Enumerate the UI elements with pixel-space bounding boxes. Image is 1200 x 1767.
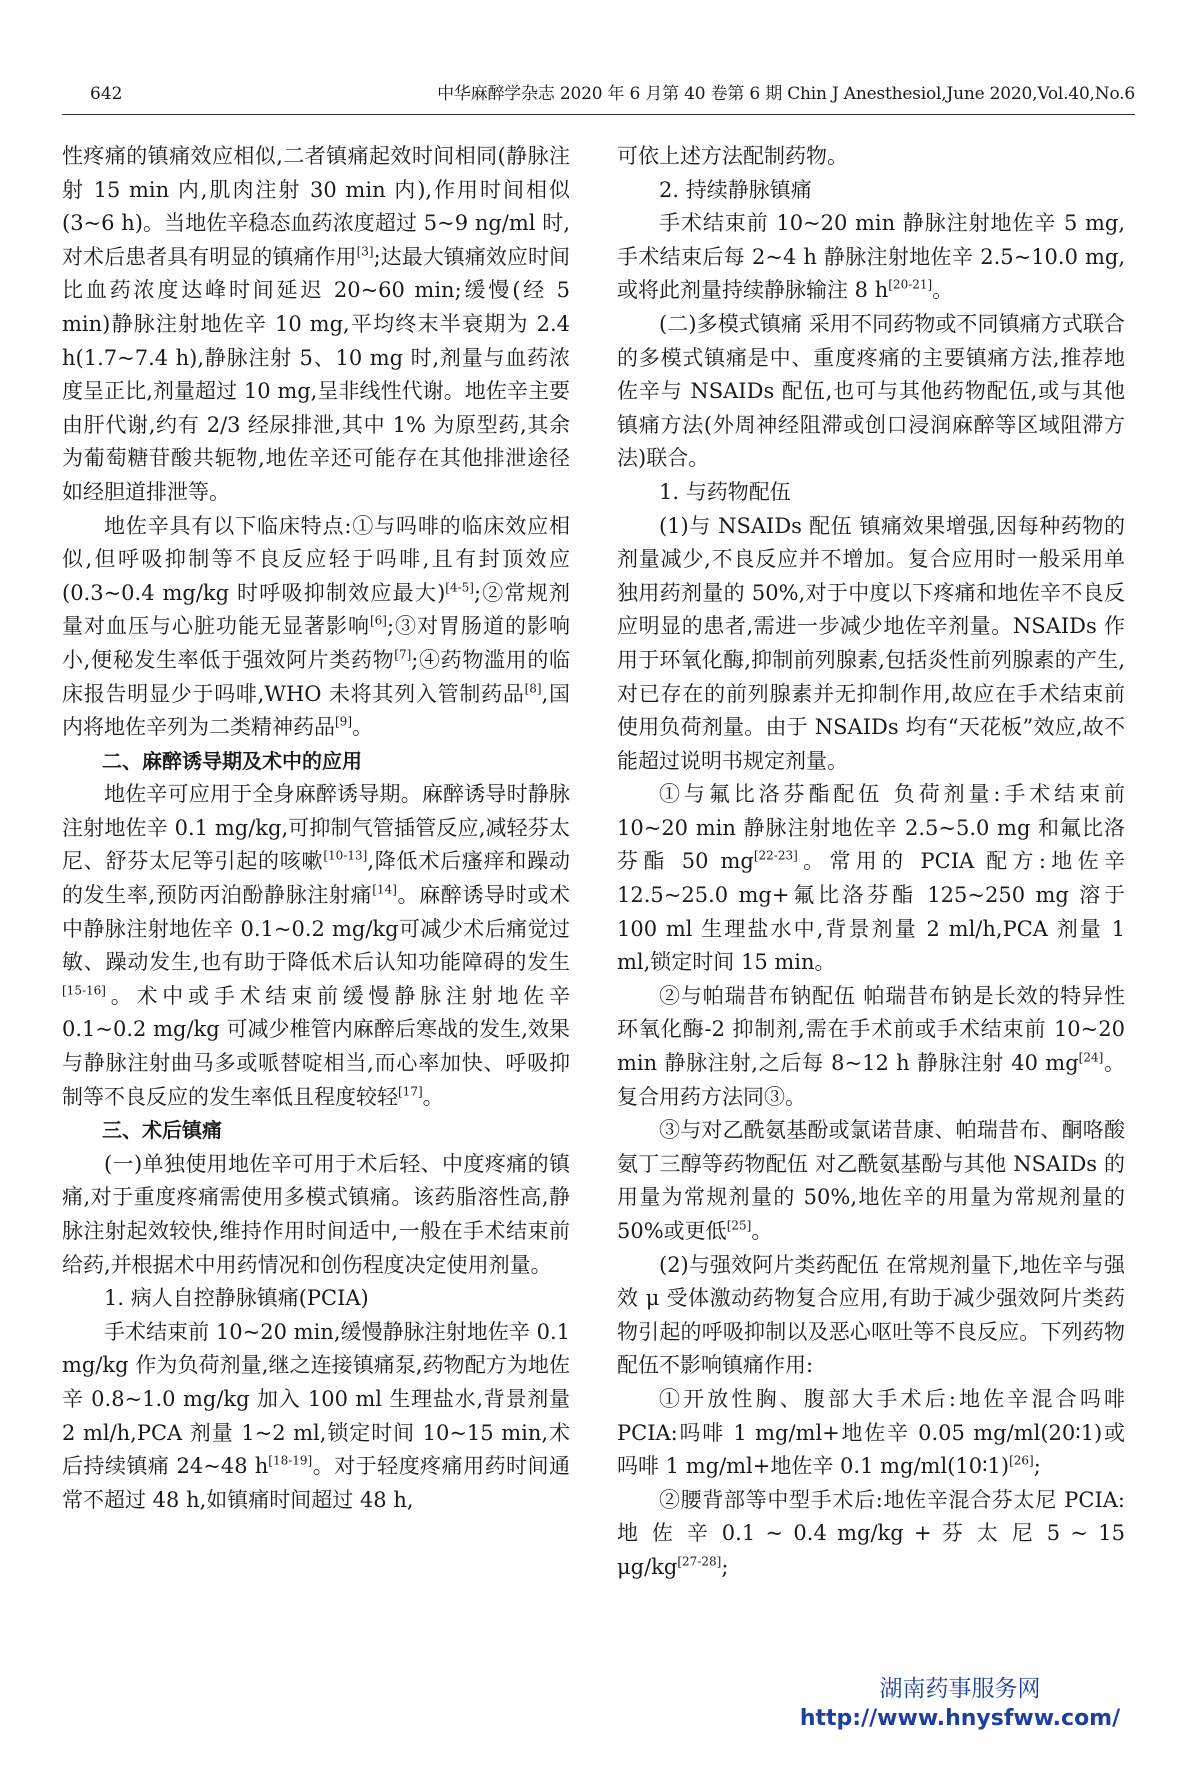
citation[interactable]: [4-5]	[445, 580, 474, 595]
citation[interactable]: [22-23]	[753, 849, 798, 864]
citation[interactable]: [9]	[335, 714, 352, 729]
paragraph: (2)与强效阿片类药配伍 在常规剂量下,地佐辛与强效 μ 受体激动药物复合应用,有助于减少强效阿片类药物引起的呼吸抑制以及恶心呕吐等不良反应。下列药物配伍不影响镇痛作用:	[617, 1252, 1125, 1378]
website-name: 湖南药事服务网	[879, 1676, 1041, 1702]
paragraph: 可依上述方法配制药物。	[617, 144, 848, 168]
citation[interactable]: [7]	[394, 647, 412, 662]
paragraph: 手术结束前 10~20 min,缓慢静脉注射地佐辛 0.1 mg/kg 作为负荷剂量,继之连接镇痛泵,药物配方为地佐辛 0.8~1.0 mg/kg 加入 100 ml 生理盐水,背景剂量 2 ml/h,PCA 剂量 1~2 ml,锁定时间 10~15 min,术后持续镇痛 24~48 h[18-19]。对于轻度疼痛用药时间通常不超过 48 h,如镇痛时间超过 48 h,	[62, 1319, 571, 1512]
subsection-heading: 2. 持续静脉镇痛	[659, 177, 812, 202]
subsection-heading: 1. 病人自控静脉镇痛(PCIA)	[104, 1286, 369, 1311]
paragraph: 性疼痛的镇痛效应相似,二者镇痛起效时间相同(静脉注射 15 min 内,肌肉注射 30 min 内),作用时间相似(3~6 h)。当地佐辛稳态血药浓度超过 5~9 ng/ml 时,对术后患者具有明显的镇痛作用[3];达最大镇痛效应时间比血药浓度达峰时间延迟 20~60 min;缓慢(经 5 min)静脉注射地佐辛 10 mg,平均终末半衰期为 2.4 h(1.7~7.4 h),静脉注射 5、10 mg 时,剂量与血药浓度呈正比,剂量超过 10 mg,呈非线性代谢。地佐辛主要由肝代谢,约有 2/3 经尿排泄,其中 1% 为原型药,其余为葡萄糖苷酸共轭物,地佐辛还可能存在其他排泄途径如经胆道排泄等。	[62, 144, 570, 504]
section-heading: 二、麻醉诱导期及术中的应用	[102, 748, 362, 773]
website-watermark	[795, 1674, 1125, 1734]
running-header	[62, 80, 1135, 115]
paragraph: (一)单独使用地佐辛可用于术后轻、中度疼痛的镇痛,对于重度疼痛需使用多模式镇痛。该药脂溶性高,静脉注射起效较快,维持作用时间适中,一般在手术结束前给药,并根据术中用药情况和创伤程度决定使用剂量。	[62, 1151, 570, 1277]
citation[interactable]: [8]	[524, 681, 542, 696]
citation[interactable]: [26]	[1009, 1453, 1034, 1468]
paragraph: (二)多模式镇痛 采用不同药物或不同镇痛方式联合的多模式镇痛是中、重度疼痛的主要镇痛方法,推荐地佐辛与 NSAIDs 配伍,也可与其他药物配伍,或与其他镇痛方法(外周神经阻滞或创口浸润麻醉等区域阻滞方法)联合。	[617, 311, 1125, 471]
citation[interactable]: [20-21]	[888, 277, 933, 292]
citation[interactable]: [17]	[398, 1084, 423, 1099]
subsection-heading: 1. 与药物配伍	[659, 479, 791, 504]
citation[interactable]: [27-28]	[677, 1554, 722, 1569]
paragraph: ①开放性胸、腹部大手术后:地佐辛混合吗啡 PCIA:吗啡 1 mg/ml+地佐辛 0.05 mg/ml(20∶1)或吗啡 1 mg/ml+地佐辛 0.1 mg/ml(10∶1)[26];	[617, 1386, 1125, 1479]
citation[interactable]: [6]	[369, 613, 387, 628]
citation[interactable]: [3]	[356, 244, 374, 259]
website-url[interactable]: http://www.hnysfww.com/	[799, 1706, 1121, 1731]
left-column	[62, 140, 570, 1517]
journal-citation: 中华麻醉学杂志 2020 年 6 月第 40 卷第 6 期 Chin J Anesthesiol,June 2020,Vol.40,No.6	[437, 84, 1135, 104]
citation[interactable]: [24]	[1078, 1050, 1104, 1065]
paragraph: ③与对乙酰氨基酚或氯诺昔康、帕瑞昔布、酮咯酸氨丁三醇等药物配伍 对乙酰氨基酚与其他 NSAIDs 的用量为常规剂量的 50%,地佐辛的用量为常规剂量的 50%或更低[25]。	[617, 1118, 1125, 1243]
paragraph: ②腰背部等中型手术后:地佐辛混合芬太尼 PCIA:地 佐 辛 0.1 ~ 0.4 mg/kg + 芬 太 尼 5 ~ 15 μg/kg[27-28];	[617, 1487, 1125, 1579]
citation[interactable]: [18-19]	[268, 1453, 313, 1468]
citation[interactable]: [14]	[372, 882, 397, 897]
citation[interactable]: [15-16]	[62, 983, 106, 998]
paragraph: ②与帕瑞昔布钠配伍 帕瑞昔布钠是长效的特异性环氧化酶-2 抑制剂,需在手术前或手术结束前 10~20 min 静脉注射,之后每 8~12 h 静脉注射 40 mg[24]。复合用药方法同③。	[617, 983, 1125, 1109]
section-heading: 三、术后镇痛	[102, 1118, 222, 1143]
page-number: 642	[90, 84, 123, 104]
citation[interactable]: [10-13]	[323, 849, 368, 864]
paragraph: 地佐辛具有以下临床特点:①与吗啡的临床效应相似,但呼吸抑制等不良反应轻于吗啡,且有封顶效应(0.3~0.4 mg/kg 时呼吸抑制效应最大)[4-5];②常规剂量对血压与心脏功能无显著影响[6];③对胃肠道的影响小,便秘发生率低于强效阿片类药物[7];④药物滥用的临床报告明显少于吗啡,WHO 未将其列入管制药品[8],国内将地佐辛列为二类精神药品[9]。	[62, 513, 570, 740]
right-column	[617, 140, 1125, 1585]
paragraph: 地佐辛可应用于全身麻醉诱导期。麻醉诱导时静脉注射地佐辛 0.1 mg/kg,可抑制气管插管反应,减轻芬太尼、舒芬太尼等引起的咳嗽[10-13],降低术后瘙痒和躁动的发生率,预防丙泊酚静脉注射痛[14]。麻醉诱导时或术中静脉注射地佐辛 0.1~0.2 mg/kg可减少术后痛觉过敏、躁动发生,也有助于降低术后认知功能障碍的发生[15-16]。术中或手术结束前缓慢静脉注射地佐辛 0.1~0.2 mg/kg 可减少椎管内麻醉后寒战的发生,效果与静脉注射曲马多或哌替啶相当,而心率加快、呼吸抑制等不良反应的发生率低且程度较轻[17]。	[62, 782, 570, 1109]
paragraph: ①与氟比洛芬酯配伍 负荷剂量:手术结束前 10~20 min 静脉注射地佐辛 2.5~5.0 mg 和氟比洛芬酯 50 mg[22-23]。常用的 PCIA 配方:地佐辛 12.5~25.0 mg+氟比洛芬酯 125~250 mg 溶于 100 ml 生理盐水中,背景剂量 2 ml/h,PCA 剂量 1 ml,锁定时间 15 min。	[617, 782, 1125, 975]
citation[interactable]: [25]	[726, 1218, 752, 1233]
paragraph: 手术结束前 10~20 min 静脉注射地佐辛 5 mg,手术结束后每 2~4 h 静脉注射地佐辛 2.5~10.0 mg,或将此剂量持续静脉输注 8 h[20-21]。	[617, 211, 1125, 303]
paragraph: (1)与 NSAIDs 配伍 镇痛效果增强,因每种药物的剂量减少,不良反应并不增加。复合应用时一般采用单独用药剂量的 50%,对于中度以下疼痛和地佐辛不良反应明显的患者,需进一步减少地佐辛剂量。NSAIDs 作用于环氧化酶,抑制前列腺素,包括炎性前列腺素的产生,对已存在的前列腺素并无抑制作用,故应在手术结束前使用负荷剂量。由于 NSAIDs 均有“天花板”效应,故不能超过说明书规定剂量。	[617, 513, 1125, 773]
